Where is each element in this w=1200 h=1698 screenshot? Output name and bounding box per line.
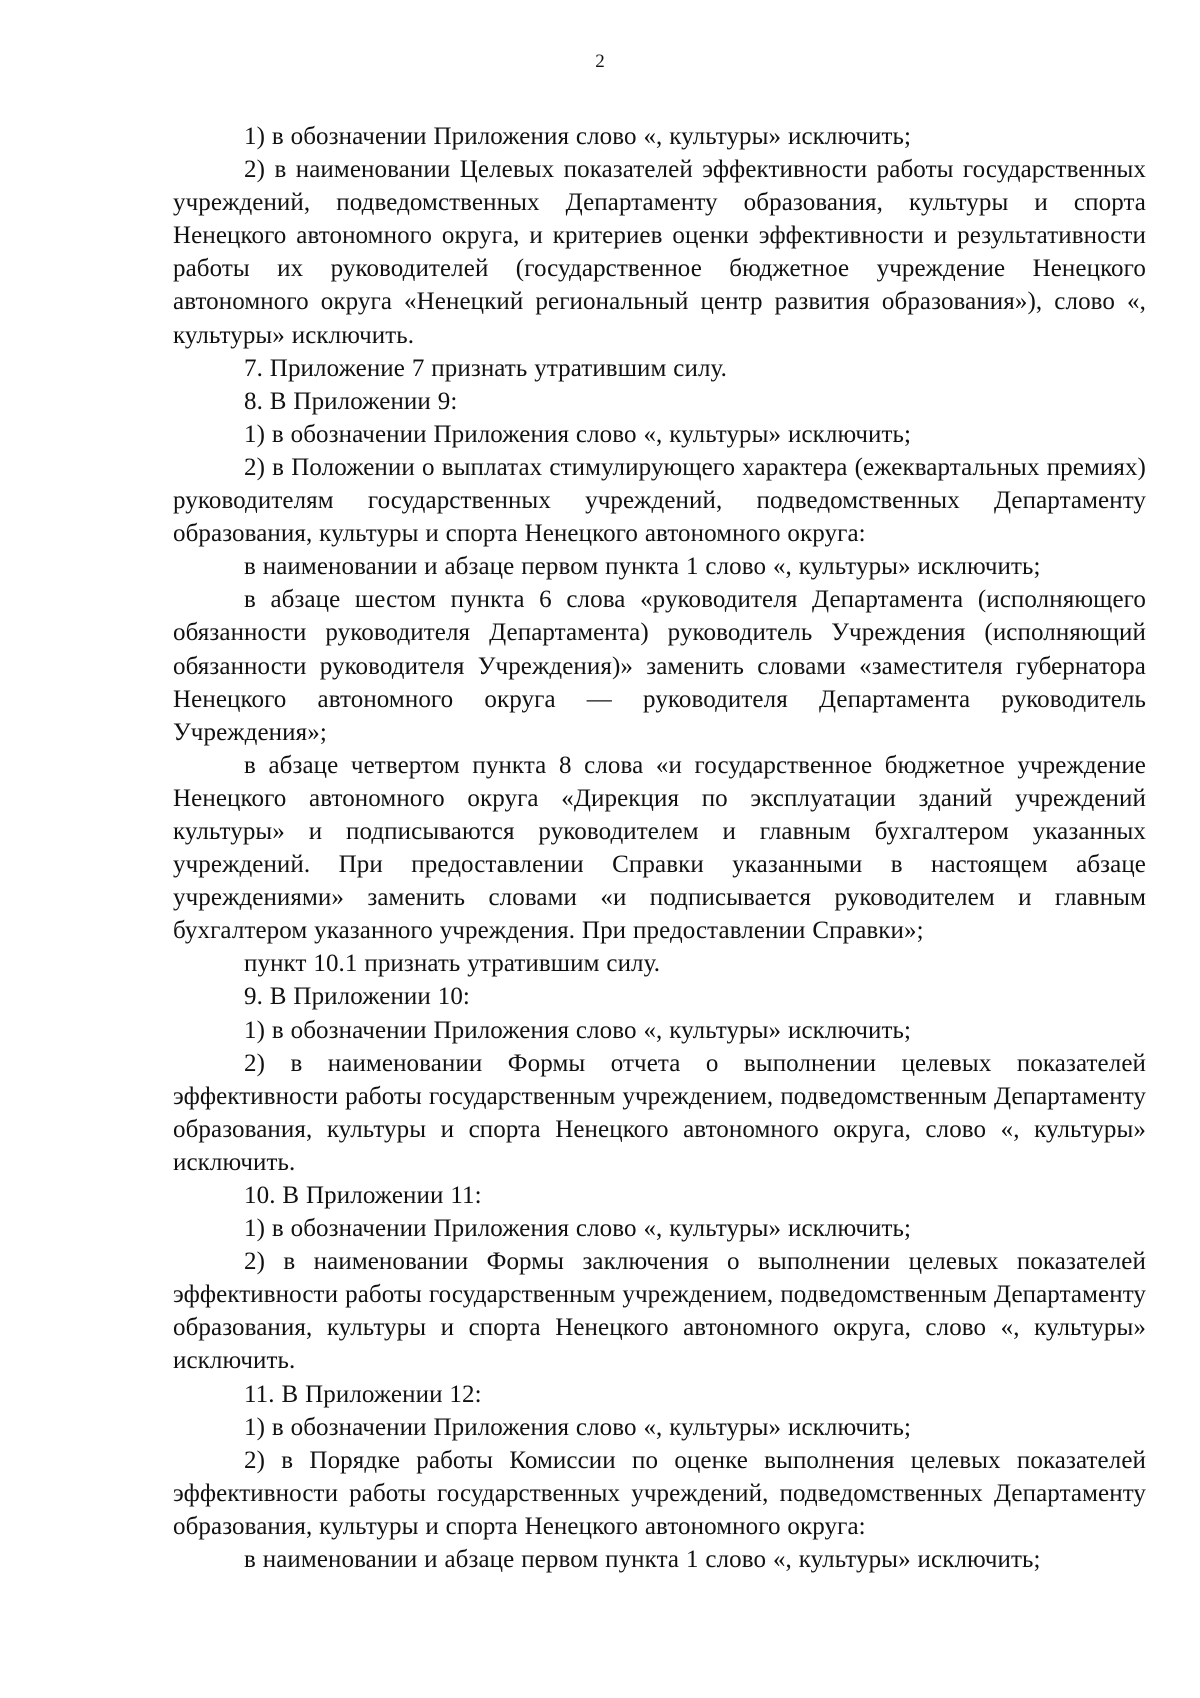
paragraph: 8. В Приложении 9:: [244, 387, 458, 415]
paragraph: 1) в обозначении Приложения слово «, культуры» исключить;: [244, 1016, 912, 1044]
paragraph: в абзаце четвертом пункта 8 слова «и государственное бюджетное учреждение Ненецкого автономного округа «Дирекция по эксплуатации зданий учреждений культуры» и подписываются руководителем и главным бухгалтером указанных учреждений. При предоставлении Справки указанными в настоящем абзаце учреждениями» заменить словами «и подписывается руководителем и главным бухгалтером указанного учреждения. При предоставлении Справки»;: [173, 751, 1146, 945]
paragraph: 2) в наименовании Целевых показателей эффективности работы государственных учреждений, подведомственных Департаменту образования, культуры и спорта Ненецкого автономного округа, и критериев оценки эффективности и результативности работы их руководителей (государственное бюджетное учреждение Ненецкого автономного округа «Ненецкий региональный центр развития образования»), слово «, культуры» исключить.: [173, 156, 1146, 349]
paragraph: в наименовании и абзаце первом пункта 1 слово «, культуры» исключить;: [244, 1546, 1041, 1574]
paragraph: 7. Приложение 7 признать утратившим силу.: [244, 354, 728, 382]
paragraph: пункт 10.1 признать утратившим силу.: [244, 950, 661, 978]
paragraph: 2) в наименовании Формы заключения о выполнении целевых показателей эффективности работы государственным учреждением, подведомственным Департаменту образования, культуры и спорта Ненецкого автономного округа, слово «, культуры» исключить.: [173, 1248, 1146, 1375]
paragraph: 2) в Положении о выплатах стимулирующего характера (ежеквартальных премиях) руководителям государственных учреждений, подведомственных Департаменту образования, культуры и спорта Ненецкого автономного округа:: [173, 453, 1146, 548]
document-body: [173, 120, 1146, 1576]
paragraph: 9. В Приложении 10:: [244, 983, 470, 1011]
page-number: 2: [595, 51, 605, 72]
paragraph: 2) в Порядке работы Комиссии по оценке выполнения целевых показателей эффективности работы государственных учреждений, подведомственных Департаменту образования, культуры и спорта Ненецкого автономного округа:: [173, 1446, 1146, 1540]
paragraph: в абзаце шестом пункта 6 слова «руководителя Департамента (исполняющего обязанности руководителя Департамента) руководитель Учреждения (исполняющий обязанности руководителя Учреждения)» заменить словами «заместителя губернатора Ненецкого автономного округа — руководителя Департамента руководитель Учреждения»;: [173, 586, 1146, 746]
paragraph: в наименовании и абзаце первом пункта 1 слово «, культуры» исключить;: [244, 553, 1041, 581]
paragraph: 11. В Приложении 12:: [244, 1380, 482, 1408]
paragraph: 2) в наименовании Формы отчета о выполнении целевых показателей эффективности работы государственным учреждением, подведомственным Департаменту образования, культуры и спорта Ненецкого автономного округа, слово «, культуры» исключить.: [173, 1049, 1146, 1176]
paragraph: 1) в обозначении Приложения слово «, культуры» исключить;: [244, 1215, 912, 1243]
paragraph: 1) в обозначении Приложения слово «, культуры» исключить;: [244, 1413, 912, 1441]
paragraph: 10. В Приложении 11:: [244, 1182, 482, 1209]
paragraph: 1) в обозначении Приложения слово «, культуры» исключить;: [244, 420, 912, 448]
paragraph: 1) в обозначении Приложения слово «, культуры» исключить;: [244, 123, 912, 150]
